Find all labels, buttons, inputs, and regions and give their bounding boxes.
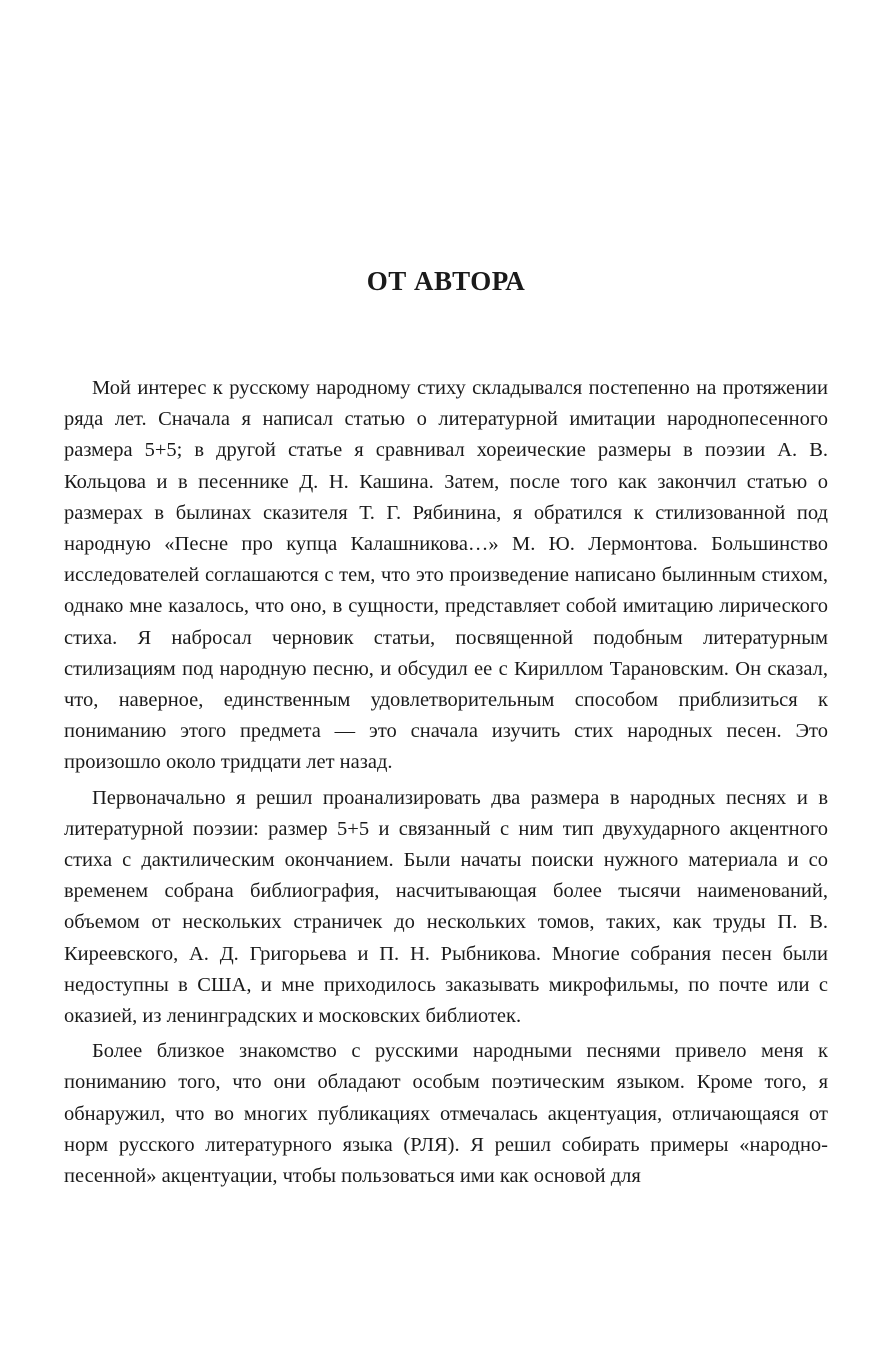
paragraph-1: Мой интерес к русскому народному стиху складывался постепенно на протяжении ряда лет. Сначала я написал статью о литературной имитации народнопесенного размера 5+5; в другой статье я сравнивал хореические размеры в поэзии А. В. Кольцова и в песеннике Д. Н. Кашина. Затем, после того как закончил статью о размерах в былинах сказителя Т. Г. Рябинина, я обратился к стилизованной под народную «Песне про купца Калашникова…» М. Ю. Лермонтова. Большинство исследователей соглашаются с тем, что это произведение написано былинным стихом, однако мне казалось, что оно, в сущности, представляет собой имитацию лирического стиха. Я набросал черновик статьи, посвященной подобным литературным стилизациям под народную песню, и обсудил ее с Кириллом Тарановским. Он сказал, что, наверное, единственным удовлетворительным способом приблизиться к пониманию этого предмета — это сначала изучить стих народных песен. Это произошло около тридцати лет назад.: [64, 377, 828, 774]
paragraph-2: Первоначально я решил проанализировать два размера в народных песнях и в литературной поэзии: размер 5+5 и связанный с ним тип двухударного акцентного стиха с дактилическим окончанием. Были начаты поиски нужного материала и со временем собрана библиография, насчитывающая более тысячи наименований, объемом от нескольких страничек до нескольких томов, таких, как труды П. В. Киреевского, А. Д. Григорьева и П. Н. Рыбникова. Многие собрания песен были недоступны в США, и мне приходилось заказывать микрофильмы, по почте или с оказией, из ленинградских и московских библиотек.: [64, 786, 828, 1028]
chapter-title: ОТ АВТОРА: [366, 266, 526, 296]
paragraph-3: Более близкое знакомство с русскими народными песнями привело меня к пониманию того, что они обладают особым поэтическим языком. Кроме того, я обнаружил, что во многих публикациях отмечалась акцентуация, отличающаяся от норм русского литературного языка (РЛЯ). Я решил собирать примеры «народно-песенной» акцентуации, чтобы пользоваться ими как основой для: [64, 1040, 828, 1188]
